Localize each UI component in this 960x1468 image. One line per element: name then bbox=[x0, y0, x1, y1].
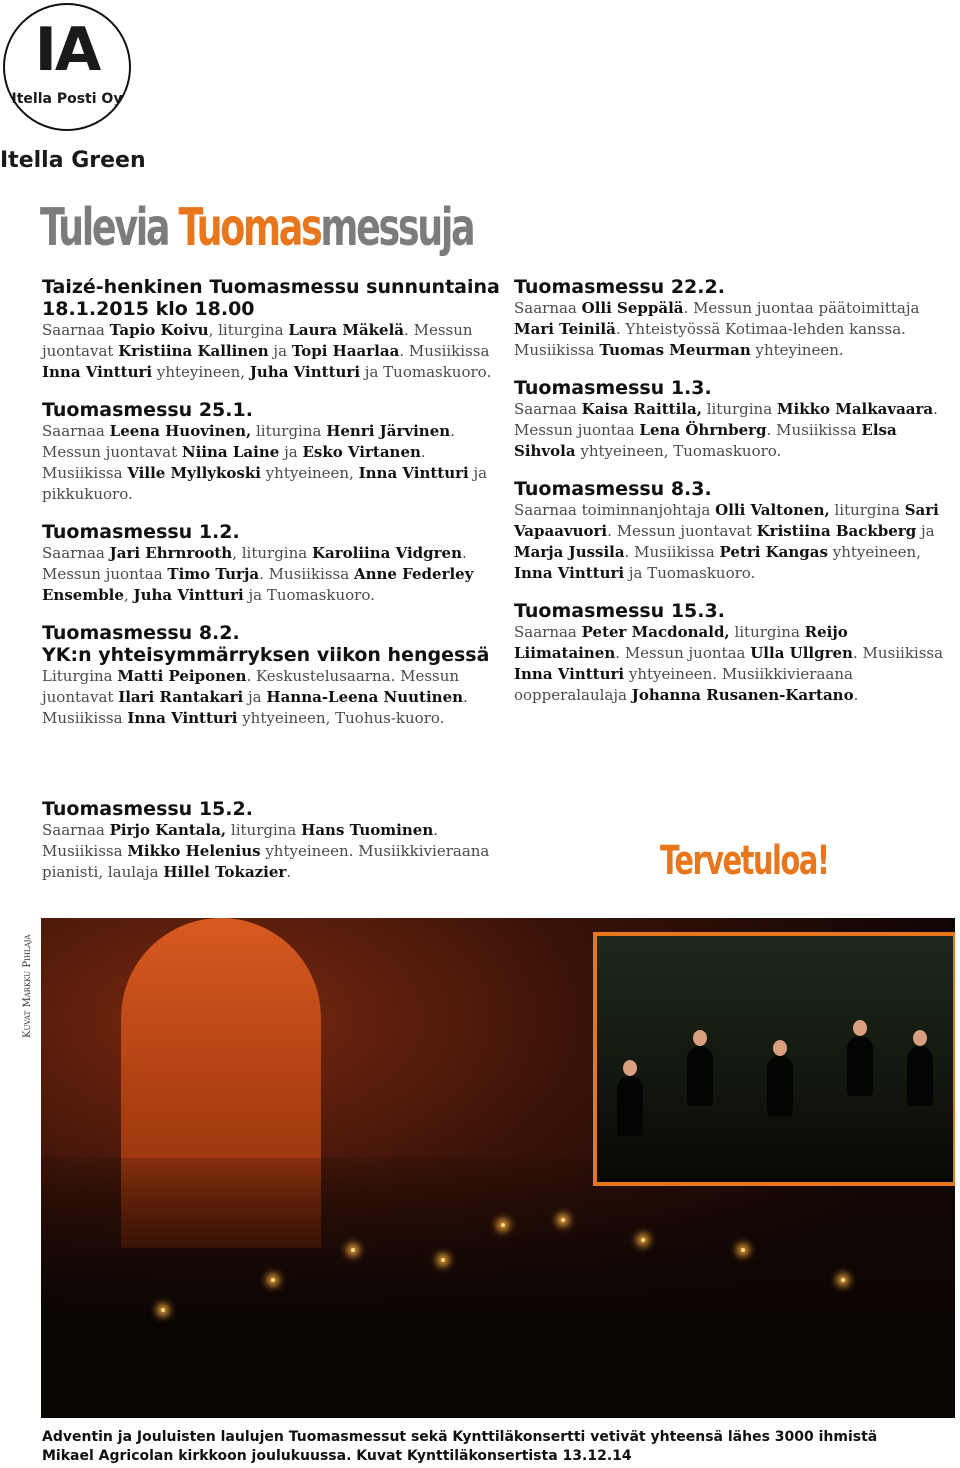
event-title: Tuomasmessu 8.3. bbox=[514, 478, 712, 500]
event-entry bbox=[514, 276, 954, 361]
event-text: . bbox=[461, 544, 467, 562]
choir-face bbox=[853, 1020, 867, 1036]
person-name: Mikko Helenius bbox=[127, 842, 261, 860]
event-text: Saarnaa bbox=[42, 422, 110, 440]
event-text: . bbox=[399, 342, 405, 360]
person-name: Timo Turja bbox=[167, 565, 260, 583]
candle-light bbox=[561, 1218, 565, 1222]
event-text: , bbox=[123, 586, 134, 604]
person-name: Petri Kangas bbox=[719, 543, 828, 561]
person-name: Sari Vapaavuori bbox=[514, 501, 939, 540]
event-text: ja Tuomaskuoro. bbox=[243, 586, 375, 604]
person-name: Kaisa Raittila, bbox=[581, 400, 702, 418]
person-name: Ville Myllykoski bbox=[127, 464, 261, 482]
event-text: Liturgina bbox=[42, 667, 118, 685]
choir-singer bbox=[687, 1046, 713, 1106]
event-text: Musiikissa bbox=[634, 543, 720, 561]
candle-light bbox=[841, 1278, 845, 1282]
choir-face bbox=[913, 1030, 927, 1046]
choir-face bbox=[693, 1030, 707, 1046]
photo-credit bbox=[22, 918, 38, 1038]
event-text: Messun juontavat bbox=[42, 443, 182, 461]
event-entry bbox=[42, 276, 502, 383]
event-title: Tuomasmessu 1.2. bbox=[42, 521, 240, 543]
person-name: Marja Jussila bbox=[514, 543, 625, 561]
event-title: Tuomasmessu 15.2. bbox=[42, 798, 253, 820]
person-name: Inna Vintturi bbox=[514, 665, 625, 683]
event-text: Saarnaa bbox=[42, 821, 110, 839]
event-entry bbox=[514, 478, 954, 584]
event-text: ja pikkukuoro. bbox=[42, 464, 488, 503]
person-name: Juha Vintturi bbox=[249, 363, 361, 381]
event-details bbox=[514, 298, 954, 361]
person-name: Pirjo Kantala, bbox=[109, 821, 227, 839]
event-text: liturgina bbox=[701, 400, 777, 418]
event-details bbox=[514, 622, 954, 706]
event-title: Tuomasmessu 1.3. bbox=[514, 377, 712, 399]
person-name: Kristiina Kallinen bbox=[118, 342, 269, 360]
event-text: liturgina bbox=[251, 422, 327, 440]
person-name: Peter Macdonald, bbox=[581, 623, 730, 641]
choir-singer bbox=[847, 1036, 873, 1096]
event-text: . bbox=[450, 422, 455, 440]
event-text: Saarnaa bbox=[42, 321, 110, 339]
event-text: Musiikissa bbox=[862, 644, 944, 662]
person-name: Elsa Sihvola bbox=[514, 421, 897, 460]
event-details bbox=[42, 320, 502, 383]
events-column-bottom bbox=[42, 798, 502, 899]
candle-light bbox=[441, 1258, 445, 1262]
event-text: Messun juontaa bbox=[624, 644, 751, 662]
event-details bbox=[514, 399, 954, 462]
choir-inset-photo bbox=[593, 932, 955, 1186]
event-text: yhtyeineen. bbox=[260, 842, 354, 860]
event-text: Musiikissa bbox=[42, 842, 128, 860]
event-text: . bbox=[607, 522, 612, 540]
candle-light bbox=[271, 1278, 275, 1282]
headline-part-3: messuja bbox=[320, 198, 474, 258]
event-text: Saarnaa bbox=[514, 400, 582, 418]
events-column-right bbox=[514, 276, 954, 722]
person-name: Hans Tuominen bbox=[301, 821, 434, 839]
event-text: yhtyeineen. bbox=[624, 665, 718, 683]
person-name: Laura Mäkelä bbox=[288, 321, 405, 339]
person-name: Ilari Rantakari bbox=[118, 688, 244, 706]
candle-light bbox=[161, 1308, 165, 1312]
event-text: yhtyeineen, Tuohus-kuoro. bbox=[237, 709, 445, 727]
choir-singer bbox=[767, 1056, 793, 1116]
event-text: ja Tuomaskuoro. bbox=[360, 363, 492, 381]
event-title: Tuomasmessu 25.1. bbox=[42, 399, 253, 421]
event-text: . bbox=[853, 686, 859, 704]
event-text: Messun juontavat bbox=[42, 321, 473, 360]
person-name: Niina Laine bbox=[181, 443, 280, 461]
event-subtitle: YK:n yhteisymmärryksen viikon hengessä bbox=[42, 644, 490, 666]
candle-light bbox=[641, 1238, 645, 1242]
person-name: Esko Virtanen bbox=[302, 443, 421, 461]
event-text: Saarnaa toiminnanjohtaja bbox=[514, 501, 716, 519]
event-text: ja bbox=[243, 688, 267, 706]
person-name: Ulla Ullgren bbox=[750, 644, 853, 662]
event-text: . Musiikissa bbox=[259, 565, 354, 583]
event-title: Tuomasmessu 22.2. bbox=[514, 276, 725, 298]
event-entry bbox=[42, 399, 502, 505]
event-text: yhteyineen, bbox=[152, 363, 250, 381]
person-name: Olli Valtonen, bbox=[715, 501, 830, 519]
event-text: Musiikissa bbox=[42, 464, 128, 482]
event-details bbox=[42, 543, 502, 606]
event-text: yhtyeineen, bbox=[260, 464, 359, 482]
person-name: Jari Ehrnrooth bbox=[109, 544, 233, 562]
event-details bbox=[514, 500, 954, 584]
event-text: Messun juontaa bbox=[42, 565, 168, 583]
event-text: . bbox=[933, 400, 938, 418]
audience bbox=[41, 1158, 955, 1418]
event-text: Saarnaa bbox=[42, 544, 110, 562]
event-text: . Musiikissa bbox=[766, 421, 862, 439]
event-text: . bbox=[852, 644, 858, 662]
person-name: Kristiina Backberg bbox=[756, 522, 917, 540]
person-name: Inna Vintturi bbox=[514, 564, 625, 582]
event-text: . Keskustelusaarna. bbox=[246, 667, 396, 685]
event-text: Saarnaa bbox=[514, 299, 582, 317]
choir-face bbox=[623, 1060, 637, 1076]
photo-credit-text: Kuvat Markku Pihlaja bbox=[22, 934, 33, 1038]
person-name: Juha Vintturi bbox=[133, 586, 244, 604]
event-text: Saarnaa bbox=[514, 623, 582, 641]
event-text: . bbox=[420, 443, 426, 461]
choir-face bbox=[773, 1040, 787, 1056]
event-text: liturgina bbox=[729, 623, 805, 641]
choir-singer bbox=[907, 1046, 933, 1106]
event-entry bbox=[42, 521, 502, 606]
brand-title: Itella Green bbox=[0, 148, 146, 173]
headline-part-2: Tuomas bbox=[178, 198, 321, 258]
person-name: Anne Federley Ensemble bbox=[42, 565, 474, 604]
event-text: , liturgina bbox=[232, 544, 312, 562]
event-entry bbox=[42, 622, 502, 729]
event-text: . bbox=[624, 543, 635, 561]
person-name: Lena Öhrnberg bbox=[639, 421, 767, 439]
event-details bbox=[42, 421, 502, 505]
person-name: Johanna Rusanen-Kartano bbox=[631, 686, 854, 704]
person-name: Karoliina Vidgren bbox=[311, 544, 462, 562]
event-text: Musiikissa bbox=[408, 342, 490, 360]
event-entry bbox=[514, 377, 954, 462]
event-text: ja bbox=[916, 522, 935, 540]
event-text: Musiikkivieraana pianisti, laulaja bbox=[42, 842, 490, 881]
event-text: Yhteistyössä Kotimaa-lehden kanssa. Musiikissa bbox=[514, 320, 906, 359]
candle-light bbox=[501, 1223, 505, 1227]
person-name: Matti Peiponen bbox=[117, 667, 247, 685]
event-text: ja bbox=[279, 443, 303, 461]
person-name: Henri Järvinen bbox=[326, 422, 451, 440]
person-name: Topi Haarlaa bbox=[291, 342, 400, 360]
event-text: Messun juontavat bbox=[616, 522, 757, 540]
person-name: Hillel Tokazier bbox=[163, 863, 287, 881]
person-name: Olli Seppälä bbox=[581, 299, 684, 317]
logo-company-name: Itella Posti Oy bbox=[11, 91, 123, 107]
event-text: . bbox=[615, 320, 621, 338]
welcome-text: Tervetuloa! bbox=[660, 838, 829, 884]
event-text: . bbox=[463, 688, 468, 706]
event-details bbox=[42, 666, 502, 729]
event-title: Tuomasmessu 8.2. bbox=[42, 622, 240, 644]
person-name: Inna Vintturi bbox=[42, 363, 153, 381]
event-text: liturgina bbox=[226, 821, 302, 839]
event-entry bbox=[42, 798, 502, 883]
person-name: Mari Teinilä bbox=[514, 320, 616, 338]
person-name: Leena Huovinen, bbox=[109, 422, 252, 440]
event-text: liturgina bbox=[829, 501, 905, 519]
event-text: Messun juontaa bbox=[514, 421, 640, 439]
candle-light bbox=[741, 1248, 745, 1252]
company-logo bbox=[3, 3, 131, 131]
event-title: Tuomasmessu 15.3. bbox=[514, 600, 725, 622]
event-text: . Messun juontaa päätoimittaja bbox=[683, 299, 920, 317]
event-title: Taizé-henkinen Tuomasmessu sunnuntaina 18.1.2015 klo 18.00 bbox=[42, 276, 500, 320]
event-text: . bbox=[615, 644, 621, 662]
event-text: . bbox=[404, 321, 409, 339]
headline-part-1: Tulevia bbox=[40, 198, 179, 258]
event-text: . bbox=[433, 821, 439, 839]
event-text: Musiikissa bbox=[42, 709, 128, 727]
event-text: . bbox=[286, 863, 292, 881]
event-text: , liturgina bbox=[208, 321, 289, 339]
person-name: Inna Vintturi bbox=[127, 709, 238, 727]
person-name: Hanna-Leena Nuutinen bbox=[266, 688, 464, 706]
church-concert-photo bbox=[41, 918, 955, 1418]
person-name: Mikko Malkavaara bbox=[776, 400, 934, 418]
event-text: yhteyineen. bbox=[750, 341, 844, 359]
photo-caption: Adventin ja Jouluisten laulujen Tuomasmessut sekä Kynttiläkonsertti vetivät yhteensä lähes 3000 ihmistä Mikael Agricolan kirkkoon joulukuussa. Kuvat Kynttiläkonsertista 13.12.14 bbox=[42, 1429, 878, 1464]
event-text: ja Tuomaskuoro. bbox=[624, 564, 756, 582]
person-name: Tuomas Meurman bbox=[599, 341, 751, 359]
choir-singer bbox=[617, 1076, 643, 1136]
event-text: Messun juontavat bbox=[42, 667, 460, 706]
event-text: yhtyeineen, bbox=[827, 543, 921, 561]
event-entry bbox=[514, 600, 954, 706]
person-name: Inna Vintturi bbox=[358, 464, 469, 482]
event-details bbox=[42, 820, 502, 883]
person-name: Reijo Liimatainen bbox=[514, 623, 848, 662]
logo-initials: IA bbox=[34, 15, 100, 85]
event-text: Musiikkivieraana oopperalaulaja bbox=[514, 665, 853, 704]
event-text: ja bbox=[268, 342, 292, 360]
event-text: yhtyeineen, Tuomaskuoro. bbox=[575, 442, 782, 460]
events-column-left bbox=[42, 276, 502, 745]
candle-light bbox=[351, 1248, 355, 1252]
person-name: Tapio Koivu bbox=[109, 321, 209, 339]
page-headline bbox=[40, 196, 473, 260]
